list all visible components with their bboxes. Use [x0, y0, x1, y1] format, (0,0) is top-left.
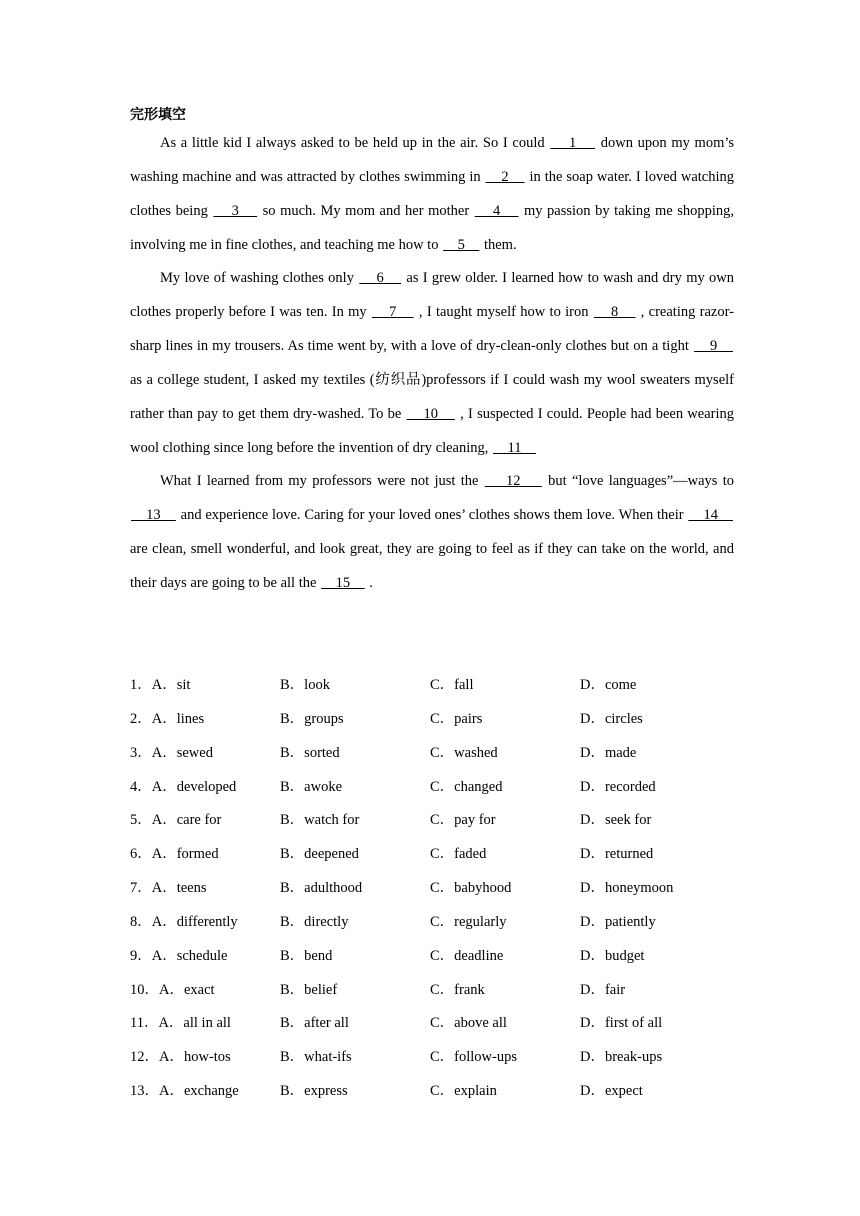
blank-14[interactable]	[687, 507, 734, 523]
question-options-row	[130, 872, 750, 906]
option-a[interactable]: 4．A．developed	[130, 778, 237, 795]
blank-2[interactable]	[485, 169, 526, 185]
blank-number: 11	[507, 439, 522, 456]
option-c[interactable]: C．pairs	[430, 710, 483, 727]
options-list	[130, 669, 750, 1109]
blank-number: 8	[610, 304, 619, 321]
option-c[interactable]: C．washed	[430, 744, 498, 761]
blank-number: 7	[389, 304, 397, 321]
cloze-passage	[130, 127, 734, 601]
option-a[interactable]: 7．A．teens	[130, 880, 207, 897]
passage-text: down upon my mom’s washing machine and was attracted by clothes swimming in	[130, 135, 735, 185]
option-b[interactable]: B．groups	[280, 710, 344, 727]
blank-number: 9	[710, 338, 718, 355]
blank-10[interactable]	[406, 406, 456, 422]
option-a[interactable]: 9．A．schedule	[130, 947, 228, 964]
option-a[interactable]: 8．A．differently	[130, 913, 238, 930]
blank-number: 6	[376, 270, 384, 287]
blank-1[interactable]	[549, 135, 596, 151]
option-d[interactable]: D．break-ups	[580, 1049, 663, 1066]
option-d[interactable]: D．recorded	[580, 778, 656, 795]
option-d[interactable]: D．expect	[580, 1083, 643, 1100]
blank-5[interactable]	[442, 237, 480, 253]
option-c[interactable]: C．above all	[430, 1015, 507, 1032]
passage-text: What I learned from my professors were not just the	[160, 473, 484, 490]
question-options-row	[130, 1007, 750, 1041]
question-options-row	[130, 974, 750, 1008]
option-b[interactable]: B．watch for	[280, 812, 360, 829]
blank-number: 14	[703, 507, 719, 524]
option-a[interactable]: 10．A．exact	[130, 981, 215, 998]
option-d[interactable]: D．honeymoon	[580, 880, 674, 897]
question-options-row	[130, 906, 750, 940]
option-c[interactable]: C．frank	[430, 981, 485, 998]
option-d[interactable]: D．seek for	[580, 812, 652, 829]
blank-number: 5	[457, 236, 465, 253]
question-options-row	[130, 940, 750, 974]
option-d[interactable]: D．first of all	[580, 1015, 663, 1032]
option-c[interactable]: C．regularly	[430, 913, 507, 930]
option-b[interactable]: B．awoke	[280, 778, 343, 795]
option-a[interactable]: 2．A．lines	[130, 710, 205, 727]
passage-text: are clean, smell wonderful, and look great, they are going to feel as if they can take on the world, and their days are going to be all the	[130, 541, 734, 591]
passage-paragraph-3	[130, 465, 734, 600]
option-d[interactable]: D．come	[580, 677, 637, 693]
question-options-row	[130, 804, 750, 838]
blank-9[interactable]	[693, 338, 734, 354]
option-a[interactable]: 6．A．formed	[130, 846, 219, 863]
question-options-row	[130, 838, 750, 872]
blank-number: 15	[335, 574, 351, 591]
passage-text: them.	[480, 236, 517, 253]
option-a[interactable]: 3．A．sewed	[130, 744, 213, 761]
blank-13[interactable]	[130, 507, 177, 523]
blank-3[interactable]	[212, 203, 258, 219]
option-c[interactable]: C．deadline	[430, 947, 504, 964]
option-b[interactable]: B．bend	[280, 947, 333, 964]
option-a[interactable]: 1．A．sit	[130, 677, 191, 693]
option-d[interactable]: D．returned	[580, 846, 654, 863]
passage-text: My love of washing clothes only	[160, 270, 359, 287]
option-a[interactable]: 11．A．all in all	[130, 1015, 231, 1032]
passage-text: , I taught myself how to iron	[414, 304, 593, 321]
section-heading: 完形填空	[130, 107, 186, 123]
option-a[interactable]: 12．A．how-tos	[130, 1049, 231, 1066]
option-b[interactable]: B．directly	[280, 913, 349, 930]
option-c[interactable]: C．fall	[430, 677, 474, 693]
blank-15[interactable]	[320, 575, 366, 591]
option-b[interactable]: B．sorted	[280, 744, 340, 761]
passage-text: , creating razor-sharp lines in my trousers. As time went by, with a love of dry-clean-only clothes but on a tight	[130, 304, 734, 355]
option-b[interactable]: B．after all	[280, 1015, 349, 1032]
option-c[interactable]: C．explain	[430, 1083, 497, 1100]
blank-number: 4	[492, 202, 501, 219]
question-options-row	[130, 771, 750, 805]
option-c[interactable]: C．changed	[430, 778, 503, 795]
blank-8[interactable]	[593, 304, 637, 320]
passage-text: .	[365, 574, 373, 591]
option-b[interactable]: B．look	[280, 677, 330, 693]
passage-text: but “love languages”—ways to	[542, 473, 735, 490]
option-d[interactable]: D．circles	[580, 710, 643, 727]
option-d[interactable]: D．made	[580, 744, 637, 761]
option-b[interactable]: B．belief	[280, 981, 338, 998]
passage-text: so much. My mom and her mother	[258, 202, 474, 219]
option-b[interactable]: B．express	[280, 1083, 348, 1100]
option-d[interactable]: D．fair	[580, 981, 626, 998]
blank-number: 13	[146, 507, 161, 524]
passage-text: as a college student, I asked my textiles (纺织品)professors if I could wash my wool sweaters myself rather than pay to get them dry-washed. To be	[130, 371, 734, 422]
passage-paragraph-2	[130, 262, 734, 465]
question-options-row	[130, 737, 750, 771]
option-d[interactable]: D．patiently	[580, 913, 656, 930]
question-options-row	[130, 1075, 750, 1109]
passage-text: and experience love. Caring for your loved ones’ clothes shows them love. When their	[176, 507, 688, 524]
blank-12[interactable]	[484, 473, 543, 489]
question-options-row	[130, 703, 750, 737]
option-c[interactable]: C．babyhood	[430, 880, 512, 897]
option-b[interactable]: B．deepened	[280, 846, 359, 863]
passage-text: , I suspected I could. People had been wearing wool clothing since long before the invention of dry cleaning,	[130, 405, 735, 456]
option-c[interactable]: C．faded	[430, 846, 487, 863]
option-b[interactable]: B．what-ifs	[280, 1049, 352, 1066]
blank-number: 1	[569, 135, 577, 151]
passage-text: as I grew older. I learned how to wash and dry my own clothes properly before I was ten. In my	[130, 270, 735, 321]
option-c[interactable]: C．pay for	[430, 812, 496, 829]
blank-number: 10	[423, 405, 439, 422]
question-options-row	[130, 1041, 750, 1075]
question-options-row	[130, 669, 750, 703]
option-a[interactable]: 13．A．exchange	[130, 1083, 239, 1100]
blank-number: 12	[506, 473, 521, 490]
option-d[interactable]: D．budget	[580, 947, 645, 964]
blank-number: 3	[231, 202, 239, 219]
passage-text: As a little kid I always asked to be held up in the air. So I could	[160, 135, 550, 151]
passage-text: in the soap water. I loved watching clothes being	[130, 168, 735, 219]
option-b[interactable]: B．adulthood	[280, 880, 363, 897]
option-c[interactable]: C．follow-ups	[430, 1049, 517, 1066]
blank-number: 2	[501, 168, 509, 185]
blank-11[interactable]	[492, 440, 537, 456]
blank-6[interactable]	[358, 270, 402, 286]
passage-text: my passion by taking me shopping, involving me in fine clothes, and teaching me how to	[130, 202, 735, 253]
passage-paragraph-1	[130, 127, 734, 262]
blank-4[interactable]	[474, 203, 520, 219]
option-a[interactable]: 5．A．care for	[130, 812, 222, 829]
blank-7[interactable]	[371, 304, 415, 320]
